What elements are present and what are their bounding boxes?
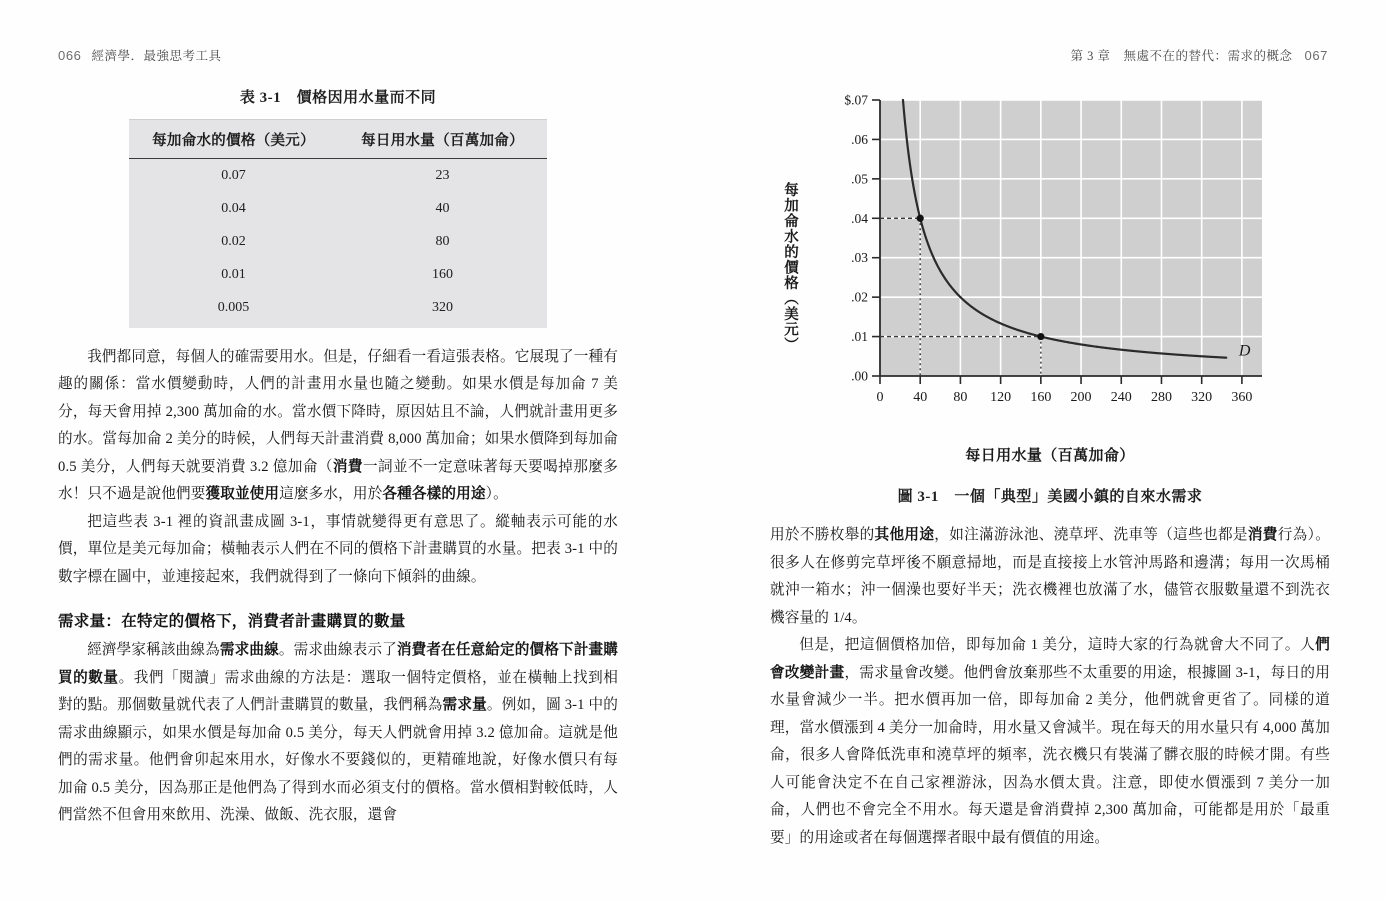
y-axis-tick-label: .05	[851, 171, 868, 187]
para-text: 一詞並不一定意味著每天要喝掉那麼多水！只不過是說他們要	[58, 458, 618, 502]
para-text: 。例如，圖 3-1 中的需求曲線顯示，如果水價是每加侖 0.5 美分，每天人們就會用掉 3.2 億加侖。這就是他們的需求量。他們會卯起來用水，好像水不要錢似的，更精確地說，好像水價只有每加侖 0.5 美分，因為那正是他們為了得到水而必須支付的價格。當水價相對較低時，人們當然不但會用來飲用、洗澡、做飯、洗衣服，還會	[58, 697, 618, 823]
running-head-right	[1070, 46, 1328, 64]
emphasis-quantity-planned: 消費者在任意給定的價格下計畫購買的數量	[58, 642, 618, 686]
cell-quantity: 23	[435, 167, 450, 183]
table-row	[129, 159, 547, 193]
y-axis-tick-label: .01	[851, 329, 868, 345]
table-header-quantity: 每日用水量（百萬加侖）	[338, 120, 547, 159]
table-header-row	[129, 120, 547, 159]
y-axis-tick-label: .00	[851, 368, 868, 384]
data-point-marker	[1037, 333, 1044, 340]
cell-price: 0.04	[221, 200, 246, 216]
left-page-column	[58, 86, 618, 830]
table-row	[129, 258, 547, 291]
table-row	[129, 192, 547, 225]
running-head-left	[58, 46, 222, 64]
plot-background	[880, 100, 1262, 376]
x-axis-tick-label: 200	[1070, 390, 1092, 405]
right-page-column	[770, 86, 1330, 852]
running-title-left: 經濟學．最強思考工具	[91, 49, 222, 63]
table-row	[129, 291, 547, 328]
x-axis-tick-label: 280	[1150, 390, 1172, 405]
x-axis-tick-label: 0	[876, 390, 884, 405]
emphasis-consumption: 消費	[332, 458, 363, 475]
page-folio-right: 067	[1304, 48, 1328, 63]
emphasis-acquire-use: 獲取並使用	[205, 486, 280, 502]
cell-quantity: 80	[435, 233, 450, 249]
x-axis-tick-label: 360	[1231, 390, 1253, 405]
running-title-right: 第 3 章 無處不在的替代：需求的概念	[1070, 49, 1293, 63]
cell-price: 0.01	[221, 266, 246, 282]
emphasis-change-plans: 們會改變計畫	[770, 637, 1330, 681]
cell-quantity: 320	[432, 299, 453, 315]
y-axis-tick-label: .06	[851, 131, 868, 147]
table-row	[129, 225, 547, 258]
x-axis-title: 每日用水量（百萬加侖）	[965, 448, 1135, 464]
paragraph-demand-curve-definition	[58, 637, 618, 830]
x-axis-tick-label: 240	[1110, 390, 1132, 405]
y-axis-title: 每加侖水的價格（美元）	[782, 182, 798, 353]
paragraph-price-doubling	[770, 632, 1330, 852]
para-text: ，如注滿游泳池、澆草坪、洗車等（這些也都是	[934, 527, 1248, 543]
para-text: 。我們「閱讀」需求曲線的方法是：選取一個特定價格，並在橫軸上找到相對的點。那個數量就代表了人們計畫購買的數量，我們稱為	[58, 669, 619, 713]
demand-curve-chart	[770, 86, 1330, 416]
x-axis-tick-label: 320	[1191, 390, 1213, 405]
paragraph-plot-explanation: 把這些表 3-1 裡的資訊畫成圖 3-1，事情就變得更有意思了。縱軸表示可能的水價，單位是美元每加侖；橫軸表示人們在不同的價格下計畫購買的水量。把表 3-1 中的數字標在圖中，並連接起來，我們就得到了一條向下傾斜的曲線。	[58, 513, 618, 585]
emphasis-demand-curve: 需求曲線	[219, 642, 279, 658]
cell-price: 0.005	[217, 299, 250, 315]
demand-curve-figure	[770, 86, 1330, 506]
para-text: 我們都同意，每個人的確需要用水。但是，仔細看一看這張表格。它展現了一種有趣的關係：當水價變動時，人們的計畫用水量也隨之變動。如果水價是每加侖 7 美分，每天會用掉 2,300 萬加侖的水。當水價下降時，原因姑且不論，人們就計畫用更多的水。當每加侖 2 美分的時候，人們每天計畫消費 8,000 萬加侖；如果水價降到每加侖 0.5 美分，人們每天就要消費 3.2 億加侖（	[58, 348, 618, 475]
y-axis-tick-label: .04	[851, 210, 868, 226]
y-axis-tick-label: $.07	[844, 92, 868, 108]
para-text: ）。	[485, 486, 508, 502]
cell-price: 0.02	[221, 233, 246, 249]
table-header-price: 每加侖水的價格（美元）	[129, 120, 338, 159]
cell-quantity: 40	[435, 200, 450, 216]
para-text: 。需求曲線表示了	[278, 642, 397, 658]
section-subheading: 需求量：在特定的價格下，消費者計畫購買的數量	[58, 613, 406, 630]
figure-caption: 圖 3-1 一個「典型」美國小鎮的自來水需求	[897, 489, 1203, 505]
y-axis-tick-label: .02	[851, 289, 868, 305]
demand-curve-label: D	[1238, 342, 1251, 360]
x-axis-tick-label: 120	[990, 390, 1012, 405]
para-text: 行為）。很多人在修剪完草坪後不願意掃地，而是直接接上水管沖馬路和邊溝；每用一次馬桶就沖一箱水；沖一個澡也要好半天；洗衣機裡也放滿了水，儘管衣服數量還不到洗衣機容量的 1/4。	[770, 527, 1330, 626]
cell-quantity: 160	[432, 266, 453, 282]
emphasis-various-uses: 各種各樣的用途	[382, 486, 486, 502]
data-table-wrapper	[129, 119, 547, 328]
x-axis-tick-label: 80	[953, 390, 968, 405]
cell-price: 0.07	[221, 167, 246, 183]
price-quantity-table	[129, 120, 547, 328]
para-text: 這麼多水，用於	[279, 486, 383, 502]
para-text: 經濟學家稱該曲線為	[87, 642, 220, 658]
page-folio-left: 066	[58, 48, 82, 63]
data-point-marker	[917, 215, 924, 222]
paragraph-water-demand-intro	[58, 344, 618, 509]
x-axis-tick-label: 40	[913, 390, 928, 405]
emphasis-other-uses: 其他用途	[874, 527, 935, 543]
paragraph-other-uses	[770, 522, 1330, 632]
para-text: 但是，把這個價格加倍，即每加侖 1 美分，這時大家的行為就會大不同了。人	[799, 637, 1316, 653]
emphasis-consumption-2: 消費	[1247, 527, 1278, 543]
y-axis-tick-label: .03	[851, 250, 868, 266]
emphasis-quantity-demanded: 需求量	[442, 697, 487, 713]
para-text: 用於不勝枚舉的	[770, 527, 875, 543]
chart-holder	[770, 86, 1330, 446]
x-axis-tick-label: 160	[1030, 390, 1052, 405]
para-text: ，需求量會改變。他們會放棄那些不太重要的用途，根據圖 3-1，每日的用水量會減少一半。把水價再加一倍，即每加侖 2 美分，他們就會更省了。同樣的道理，當水價漲到 4 美分一加侖時，用水量又會減半。現在每天的用水量只有 4,000 萬加侖，很多人會降低洗車和澆草坪的頻率，洗衣機只有裝滿了髒衣服的時候才開。有些人可能會決定不在自己家裡游泳，因為水價太貴。注意，即使水價漲到 7 美分一加侖，人們也不會完全不用水。每天還是會消費掉 2,300 萬加侖，可能都是用於「最重要」的用途或者在每個選擇者眼中最有價值的用途。	[770, 664, 1330, 846]
table-caption: 表 3-1 價格因用水量而不同	[239, 90, 437, 106]
